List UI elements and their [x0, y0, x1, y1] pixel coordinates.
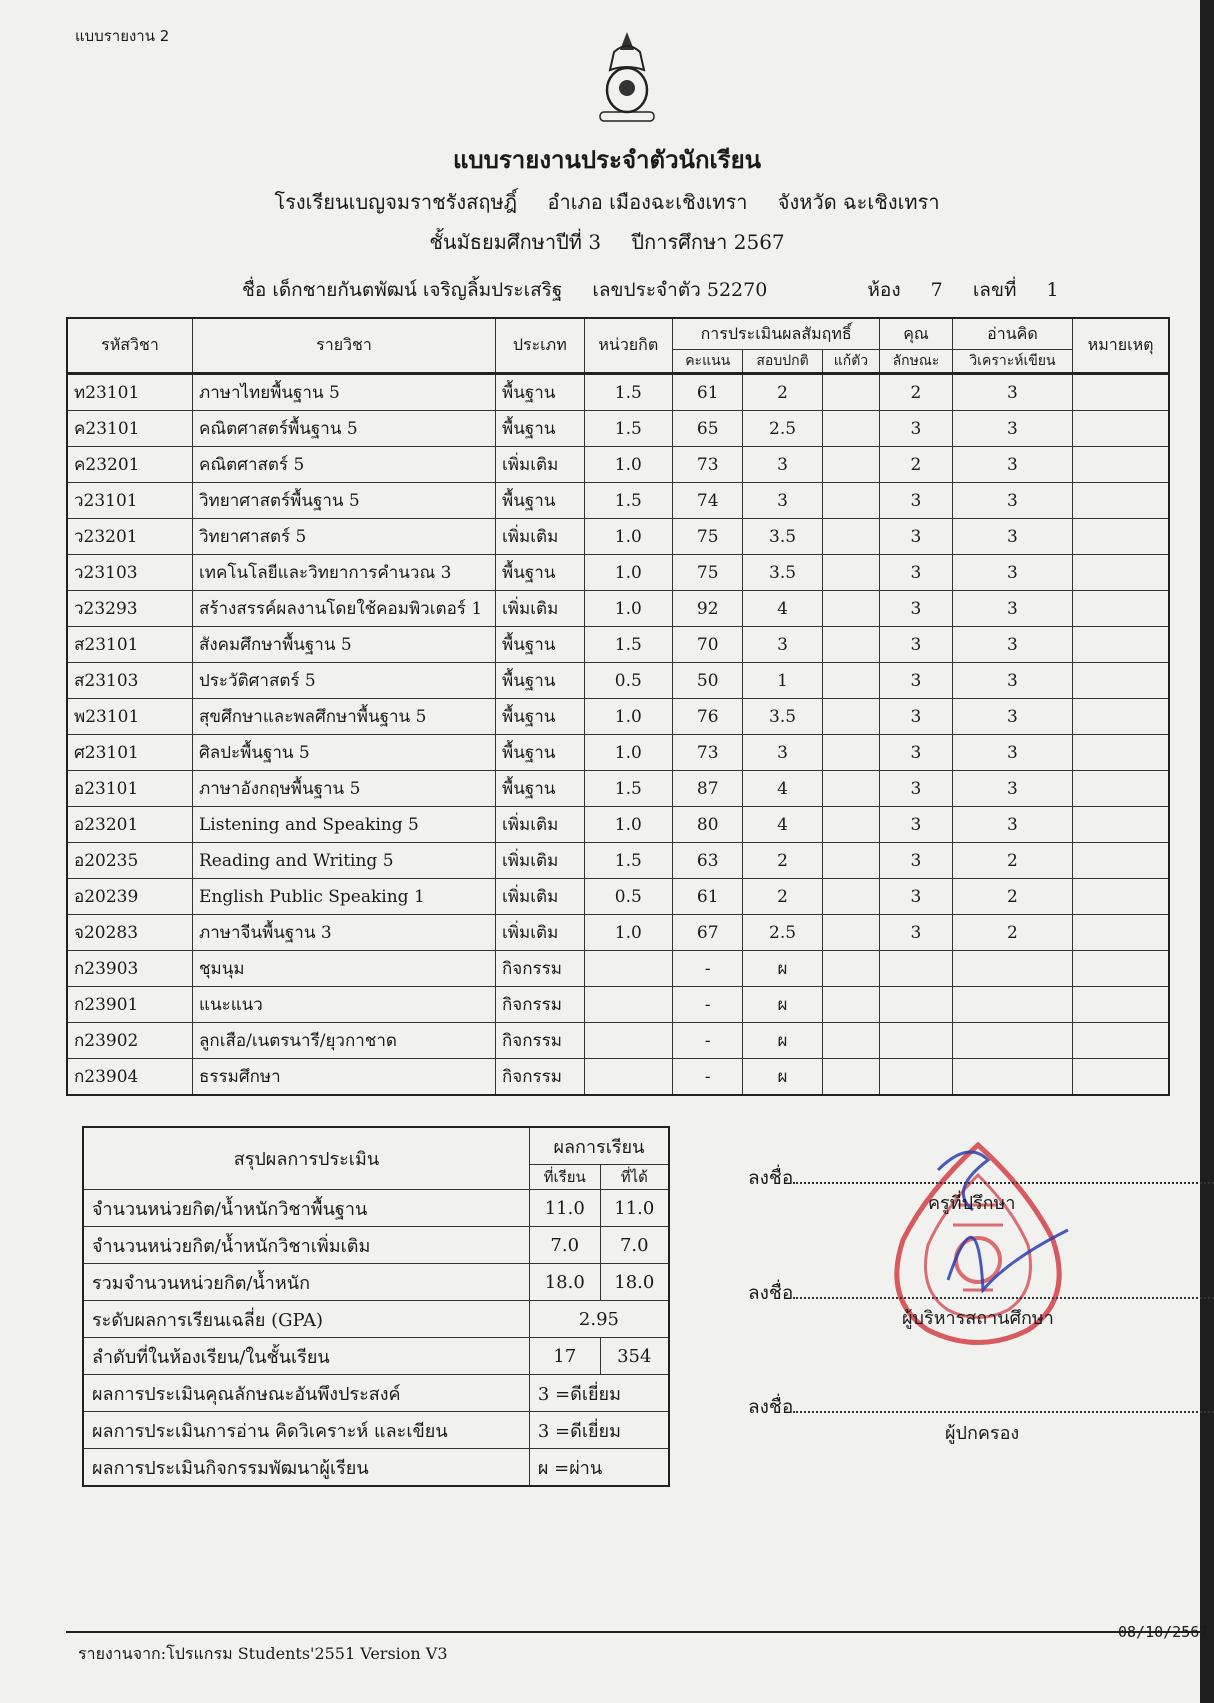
summary-title: สรุปผลการประเมิน: [83, 1127, 529, 1190]
subject-grade: 3: [743, 483, 822, 519]
subject-name: ชุมนุม: [193, 951, 496, 987]
subject-credits: 0.5: [584, 879, 672, 915]
subject-score: 73: [673, 447, 743, 483]
subject-reading: 3: [952, 591, 1072, 627]
subject-character: 2: [880, 447, 953, 483]
subject-type: กิจกรรม: [496, 1059, 585, 1096]
subject-score: 75: [673, 555, 743, 591]
subject-grade: 2.5: [743, 411, 822, 447]
subject-character: 3: [880, 843, 953, 879]
subject-character: 3: [880, 699, 953, 735]
character-value: 3 =ดีเยี่ยม: [529, 1375, 669, 1412]
table-row: [67, 1023, 1169, 1059]
subject-code: ก23904: [67, 1059, 193, 1096]
subject-name: Listening and Speaking 5: [193, 807, 496, 843]
subject-retake: [822, 879, 880, 915]
subject-reading: [952, 951, 1072, 987]
summary-studied: ที่เรียน: [529, 1165, 600, 1190]
subject-name: สร้างสรรค์ผลงานโดยใช้คอมพิวเตอร์ 1: [193, 591, 496, 627]
subject-credits: 1.0: [584, 915, 672, 951]
subject-reading: 3: [952, 374, 1072, 411]
subject-credits: 0.5: [584, 663, 672, 699]
subject-remark: [1073, 1059, 1169, 1096]
subject-code: อ23201: [67, 807, 193, 843]
subject-credits: 1.0: [584, 447, 672, 483]
subject-code: อ23101: [67, 771, 193, 807]
form-code: แบบรายงาน 2: [75, 27, 170, 45]
subject-remark: [1073, 374, 1169, 411]
subject-grade: 2.5: [743, 915, 822, 951]
subject-grade: 3.5: [743, 519, 822, 555]
summary-value-studied: 18.0: [529, 1264, 600, 1301]
school-name: โรงเรียนเบญจมราชรังสฤษฎิ์: [274, 190, 518, 214]
subject-name: สุขศึกษาและพลศึกษาพื้นฐาน 5: [193, 699, 496, 735]
subject-type: เพิ่มเติม: [496, 519, 585, 555]
subject-retake: [822, 447, 880, 483]
table-row: [67, 1059, 1169, 1096]
subject-reading: [952, 1059, 1072, 1096]
reading-label: ผลการประเมินการอ่าน คิดวิเคราะห์ และเขียน: [83, 1412, 529, 1449]
subject-type: เพิ่มเติม: [496, 591, 585, 627]
subject-credits: 1.0: [584, 519, 672, 555]
room-label: ห้อง: [867, 279, 901, 301]
subject-name: ประวัติศาสตร์ 5: [193, 663, 496, 699]
subject-score: -: [673, 987, 743, 1023]
subject-code: พ23101: [67, 699, 193, 735]
subject-credits: 1.5: [584, 483, 672, 519]
grade-level: ชั้นมัธยมศึกษาปีที่ 3: [429, 230, 602, 254]
grade-line: [0, 226, 1214, 258]
table-row: [67, 627, 1169, 663]
subject-remark: [1073, 663, 1169, 699]
subject-reading: 3: [952, 483, 1072, 519]
subject-character: 3: [880, 555, 953, 591]
table-row: [67, 915, 1169, 951]
student-id: เลขประจำตัว 52270: [592, 279, 768, 301]
subject-grade: 2: [743, 843, 822, 879]
parent-role: ผู้ปกครอง: [945, 1423, 1020, 1444]
header-credits: หน่วยกิต: [584, 318, 672, 374]
subject-remark: [1073, 591, 1169, 627]
summary-value-studied: 7.0: [529, 1227, 600, 1264]
subject-code: ท23101: [67, 374, 193, 411]
header-score: คะแนน: [673, 350, 743, 374]
subject-score: 67: [673, 915, 743, 951]
activity-value: ผ =ผ่าน: [529, 1449, 669, 1487]
summary-result-header: ผลการเรียน: [529, 1127, 669, 1165]
table-row: [67, 771, 1169, 807]
subject-code: ว23201: [67, 519, 193, 555]
subject-credits: 1.0: [584, 807, 672, 843]
subject-score: 80: [673, 807, 743, 843]
subject-reading: 2: [952, 915, 1072, 951]
subject-score: 63: [673, 843, 743, 879]
table-row: [67, 843, 1169, 879]
province: จังหวัด ฉะเชิงเทรา: [777, 190, 940, 214]
subject-grade: 3: [743, 627, 822, 663]
table-row: [67, 735, 1169, 771]
subject-remark: [1073, 807, 1169, 843]
activity-label: ผลการประเมินกิจกรรมพัฒนาผู้เรียน: [83, 1449, 529, 1487]
sign-label: ลงชื่อ: [748, 1396, 794, 1418]
subject-credits: 1.5: [584, 771, 672, 807]
subject-name: แนะแนว: [193, 987, 496, 1023]
summary-earned: ที่ได้: [600, 1165, 669, 1190]
subject-name: วิทยาศาสตร์พื้นฐาน 5: [193, 483, 496, 519]
report-title: แบบรายงานประจำตัวนักเรียน: [452, 145, 762, 174]
director-role: ผู้บริหารสถานศึกษา: [902, 1308, 1054, 1329]
subject-remark: [1073, 699, 1169, 735]
subject-code: ส23101: [67, 627, 193, 663]
subject-credits: 1.0: [584, 699, 672, 735]
header-reading: อ่านคิด: [952, 318, 1072, 350]
subject-code: ว23103: [67, 555, 193, 591]
footer-source: รายงานจาก:โปรแกรม Students'2551 Version V3: [78, 1644, 448, 1663]
table-row: [67, 807, 1169, 843]
subject-name: คณิตศาสตร์ 5: [193, 447, 496, 483]
subject-grade: 3.5: [743, 699, 822, 735]
subject-type: พื้นฐาน: [496, 663, 585, 699]
footer-rule: [66, 1631, 1200, 1633]
header-subject: รายวิชา: [193, 318, 496, 374]
summary-row: [83, 1190, 669, 1227]
summary-table: [82, 1126, 670, 1487]
summary-row: [83, 1227, 669, 1264]
subject-character: [880, 951, 953, 987]
subject-score: 61: [673, 374, 743, 411]
subject-reading: 3: [952, 699, 1072, 735]
subject-reading: 3: [952, 519, 1072, 555]
subject-type: พื้นฐาน: [496, 374, 585, 411]
sign-label: ลงชื่อ: [748, 1167, 794, 1189]
subject-retake: [822, 663, 880, 699]
subject-score: 87: [673, 771, 743, 807]
subject-remark: [1073, 411, 1169, 447]
subject-remark: [1073, 447, 1169, 483]
subject-score: 50: [673, 663, 743, 699]
subject-character: 3: [880, 879, 953, 915]
subject-retake: [822, 915, 880, 951]
subject-score: -: [673, 1059, 743, 1096]
summary-value-earned: 18.0: [600, 1264, 669, 1301]
subject-code: จ20283: [67, 915, 193, 951]
subject-retake: [822, 1059, 880, 1096]
table-row: [67, 447, 1169, 483]
subject-remark: [1073, 843, 1169, 879]
subject-name: ลูกเสือ/เนตรนารี/ยุวกาชาด: [193, 1023, 496, 1059]
subject-type: พื้นฐาน: [496, 735, 585, 771]
subject-name: ภาษาอังกฤษพื้นฐาน 5: [193, 771, 496, 807]
subject-type: พื้นฐาน: [496, 411, 585, 447]
subject-retake: [822, 987, 880, 1023]
table-row: [67, 483, 1169, 519]
summary-row: [83, 1264, 669, 1301]
subject-retake: [822, 807, 880, 843]
subject-score: 70: [673, 627, 743, 663]
subject-name: ธรรมศึกษา: [193, 1059, 496, 1096]
subject-score: 65: [673, 411, 743, 447]
subject-remark: [1073, 915, 1169, 951]
subject-code: ค23101: [67, 411, 193, 447]
subject-remark: [1073, 627, 1169, 663]
subject-credits: 1.5: [584, 627, 672, 663]
subject-character: 3: [880, 591, 953, 627]
header-grade: สอบปกติ: [743, 350, 822, 374]
header-retake: แก้ตัว: [822, 350, 880, 374]
table-row: [67, 374, 1169, 411]
subject-type: เพิ่มเติม: [496, 447, 585, 483]
subject-code: อ20235: [67, 843, 193, 879]
room-number: 7: [930, 279, 943, 301]
subject-grade: 4: [743, 807, 822, 843]
subject-credits: [584, 951, 672, 987]
subject-retake: [822, 411, 880, 447]
rank-grade: 354: [600, 1338, 669, 1375]
subject-reading: 3: [952, 771, 1072, 807]
subject-grade: 2: [743, 374, 822, 411]
subject-character: 3: [880, 807, 953, 843]
student-name: ชื่อ เด็กชายกันตพัฒน์ เจริญลิ้มประเสริฐ: [242, 279, 563, 301]
header-remark: หมายเหตุ: [1073, 318, 1169, 374]
summary-label: จำนวนหน่วยกิต/น้ำหนักวิชาเพิ่มเติม: [83, 1227, 529, 1264]
subject-retake: [822, 771, 880, 807]
subject-score: 61: [673, 879, 743, 915]
subject-retake: [822, 735, 880, 771]
table-row: [67, 555, 1169, 591]
subject-credits: 1.5: [584, 411, 672, 447]
subject-remark: [1073, 735, 1169, 771]
subject-retake: [822, 843, 880, 879]
student-number: 1: [1046, 279, 1059, 301]
table-row: [67, 879, 1169, 915]
advisor-role: ครูที่ปรึกษา: [928, 1193, 1016, 1214]
subject-credits: 1.0: [584, 591, 672, 627]
subject-credits: 1.5: [584, 374, 672, 411]
subject-character: [880, 1059, 953, 1096]
subject-remark: [1073, 483, 1169, 519]
subject-grade: 2: [743, 879, 822, 915]
subject-retake: [822, 591, 880, 627]
subject-character: 3: [880, 915, 953, 951]
subject-grade: 1: [743, 663, 822, 699]
subject-code: ก23903: [67, 951, 193, 987]
subject-credits: [584, 1059, 672, 1096]
reading-row: [83, 1412, 669, 1449]
header-type: ประเภท: [496, 318, 585, 374]
subject-retake: [822, 951, 880, 987]
reading-value: 3 =ดีเยี่ยม: [529, 1412, 669, 1449]
header-assessment: การประเมินผลสัมฤทธิ์: [673, 318, 880, 350]
subject-remark: [1073, 879, 1169, 915]
gpa-row: [83, 1301, 669, 1338]
table-row: [67, 411, 1169, 447]
school-line: [0, 186, 1214, 218]
subject-name: English Public Speaking 1: [193, 879, 496, 915]
subject-type: พื้นฐาน: [496, 699, 585, 735]
subject-credits: 1.0: [584, 555, 672, 591]
subject-reading: 3: [952, 627, 1072, 663]
header-character-sub: ลักษณะ: [880, 350, 953, 374]
subject-code: ว23101: [67, 483, 193, 519]
subject-grade: 3.5: [743, 555, 822, 591]
table-row: [67, 519, 1169, 555]
subject-score: 76: [673, 699, 743, 735]
activity-row: [83, 1449, 669, 1487]
subject-character: 2: [880, 374, 953, 411]
subject-character: 3: [880, 627, 953, 663]
header-code: รหัสวิชา: [67, 318, 193, 374]
subject-retake: [822, 374, 880, 411]
subject-type: เพิ่มเติม: [496, 879, 585, 915]
subject-name: วิทยาศาสตร์ 5: [193, 519, 496, 555]
subject-remark: [1073, 987, 1169, 1023]
subject-reading: [952, 1023, 1072, 1059]
subject-name: สังคมศึกษาพื้นฐาน 5: [193, 627, 496, 663]
subject-retake: [822, 519, 880, 555]
subject-remark: [1073, 555, 1169, 591]
subject-grade: ผ: [743, 1059, 822, 1096]
subject-code: ว23293: [67, 591, 193, 627]
subject-code: ศ23101: [67, 735, 193, 771]
table-row: [67, 663, 1169, 699]
subject-retake: [822, 483, 880, 519]
subject-score: 73: [673, 735, 743, 771]
subject-retake: [822, 555, 880, 591]
subject-type: เพิ่มเติม: [496, 807, 585, 843]
subject-code: ค23201: [67, 447, 193, 483]
rank-row: [83, 1338, 669, 1375]
subject-score: 75: [673, 519, 743, 555]
subject-reading: 3: [952, 735, 1072, 771]
subject-code: ก23902: [67, 1023, 193, 1059]
table-row: [67, 699, 1169, 735]
summary-value-earned: 7.0: [600, 1227, 669, 1264]
number-label: เลขที่: [972, 279, 1017, 301]
subject-credits: 1.0: [584, 735, 672, 771]
header-reading-sub: วิเคราะห์เขียน: [952, 350, 1072, 374]
table-row: [67, 591, 1169, 627]
subject-character: 3: [880, 519, 953, 555]
subject-reading: 3: [952, 555, 1072, 591]
subject-remark: [1073, 771, 1169, 807]
subject-type: เพิ่มเติม: [496, 843, 585, 879]
subject-score: 92: [673, 591, 743, 627]
subject-retake: [822, 699, 880, 735]
summary-label: จำนวนหน่วยกิต/น้ำหนักวิชาพื้นฐาน: [83, 1190, 529, 1227]
subject-type: เพิ่มเติม: [496, 915, 585, 951]
subject-type: พื้นฐาน: [496, 627, 585, 663]
subject-type: พื้นฐาน: [496, 771, 585, 807]
school-crest-icon: [592, 30, 662, 125]
subject-credits: 1.5: [584, 843, 672, 879]
subject-character: 3: [880, 735, 953, 771]
student-line: [230, 275, 1071, 305]
subject-name: ศิลปะพื้นฐาน 5: [193, 735, 496, 771]
character-label: ผลการประเมินคุณลักษณะอันพึงประสงค์: [83, 1375, 529, 1412]
subject-reading: 2: [952, 843, 1072, 879]
gpa-label: ระดับผลการเรียนเฉลี่ย (GPA): [83, 1301, 529, 1338]
subject-remark: [1073, 1023, 1169, 1059]
subject-grade: 4: [743, 591, 822, 627]
summary-value-studied: 11.0: [529, 1190, 600, 1227]
subject-character: 3: [880, 771, 953, 807]
summary-label: รวมจำนวนหน่วยกิต/น้ำหนัก: [83, 1264, 529, 1301]
subject-name: ภาษาไทยพื้นฐาน 5: [193, 374, 496, 411]
subject-reading: 3: [952, 807, 1072, 843]
subject-remark: [1073, 519, 1169, 555]
subject-grade: ผ: [743, 951, 822, 987]
subject-type: กิจกรรม: [496, 951, 585, 987]
subject-reading: 3: [952, 447, 1072, 483]
gpa-value: 2.95: [529, 1301, 669, 1338]
subject-code: อ20239: [67, 879, 193, 915]
subject-score: -: [673, 1023, 743, 1059]
subject-character: [880, 1023, 953, 1059]
academic-year: ปีการศึกษา 2567: [631, 230, 785, 254]
subject-type: พื้นฐาน: [496, 555, 585, 591]
table-row: [67, 987, 1169, 1023]
subject-remark: [1073, 951, 1169, 987]
grades-table: [66, 317, 1170, 1096]
subject-credits: [584, 1023, 672, 1059]
subject-name: ภาษาจีนพื้นฐาน 3: [193, 915, 496, 951]
subject-type: กิจกรรม: [496, 987, 585, 1023]
subject-reading: [952, 987, 1072, 1023]
summary-value-earned: 11.0: [600, 1190, 669, 1227]
subject-character: [880, 987, 953, 1023]
subject-grade: ผ: [743, 1023, 822, 1059]
subject-score: 74: [673, 483, 743, 519]
subject-type: พื้นฐาน: [496, 483, 585, 519]
footer-date: 08/10/2567: [1118, 1623, 1209, 1641]
district: อำเภอ เมืองฉะเชิงเทรา: [547, 190, 748, 214]
sign-label: ลงชื่อ: [748, 1282, 794, 1304]
table-row: [67, 951, 1169, 987]
subject-character: 3: [880, 483, 953, 519]
subject-name: เทคโนโลยีและวิทยาการคำนวณ 3: [193, 555, 496, 591]
subject-grade: 3: [743, 447, 822, 483]
subject-reading: 2: [952, 879, 1072, 915]
subject-code: ก23901: [67, 987, 193, 1023]
subject-reading: 3: [952, 663, 1072, 699]
subject-reading: 3: [952, 411, 1072, 447]
subject-character: 3: [880, 663, 953, 699]
subject-type: กิจกรรม: [496, 1023, 585, 1059]
subject-score: -: [673, 951, 743, 987]
subject-grade: 3: [743, 735, 822, 771]
subject-grade: 4: [743, 771, 822, 807]
subject-retake: [822, 1023, 880, 1059]
subject-retake: [822, 627, 880, 663]
subject-code: ส23103: [67, 663, 193, 699]
header-character: คุณ: [880, 318, 953, 350]
subject-name: คณิตศาสตร์พื้นฐาน 5: [193, 411, 496, 447]
subject-grade: ผ: [743, 987, 822, 1023]
subject-name: Reading and Writing 5: [193, 843, 496, 879]
character-row: [83, 1375, 669, 1412]
rank-room: 17: [529, 1338, 600, 1375]
subject-character: 3: [880, 411, 953, 447]
rank-label: ลำดับที่ในห้องเรียน/ในชั้นเรียน: [83, 1338, 529, 1375]
subject-credits: [584, 987, 672, 1023]
